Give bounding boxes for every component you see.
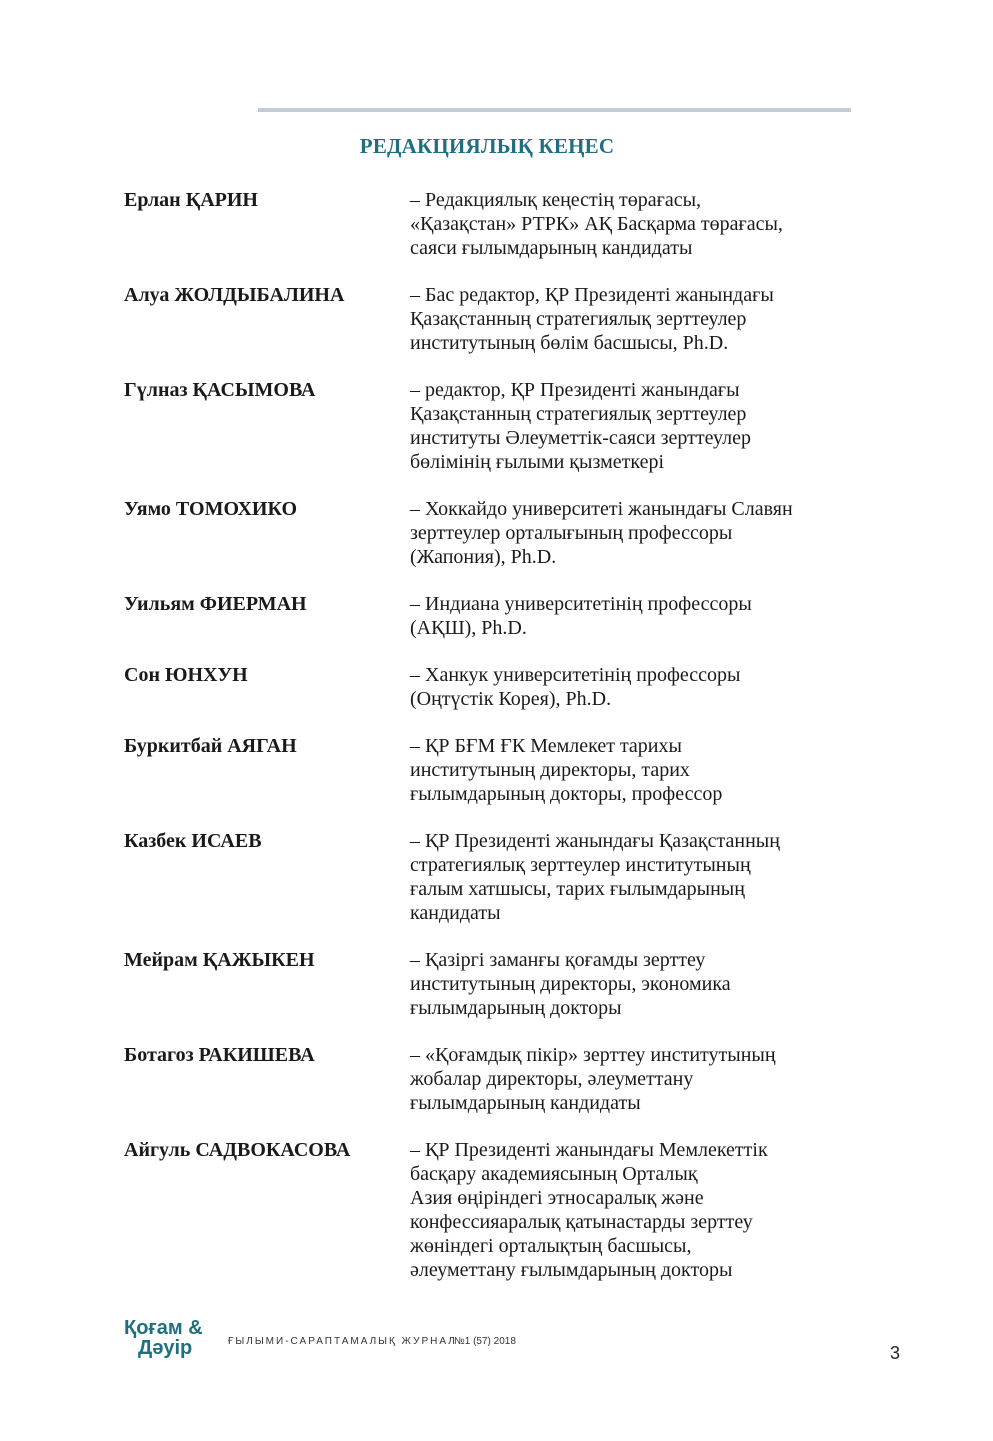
member-role: – Редакциялық кеңестің төрағасы, «Қазақстан» РТРК» АҚ Басқарма төрағасы, саяси ғылымдарының кандидаты (410, 189, 783, 259)
member-name: Буркитбай АЯГАН (124, 735, 297, 757)
member-name: Уильям ФИЕРМАН (124, 593, 307, 615)
member-row (124, 1043, 864, 1115)
editorial-board-list (124, 188, 864, 1305)
member-row (124, 948, 864, 1020)
member-row (124, 188, 864, 260)
member-role: – ҚР БҒМ ҒК Мемлекет тарихы институтының директоры, тарих ғылымдарының докторы, профессор (410, 735, 723, 805)
member-row (124, 734, 864, 806)
member-name: Ботагоз РАКИШЕВА (124, 1044, 315, 1066)
footer-issue-number: №1 (57) 2018 (454, 1336, 516, 1347)
member-role: – Бас редактор, ҚР Президенті жанындағы Қазақстанның стратегиялық зерттеулер институтының бөлім басшысы, Ph.D. (410, 284, 774, 354)
member-name: Сон ЮНХУН (124, 664, 248, 686)
member-name: Казбек ИСАЕВ (124, 830, 262, 852)
member-role: – «Қоғамдық пікір» зерттеу институтының жобалар директоры, әлеуметтану ғылымдарының кандидаты (410, 1044, 776, 1114)
page-number: 3 (890, 1343, 901, 1363)
member-role: – Индиана университетінің профессоры (АҚШ), Ph.D. (410, 593, 752, 639)
member-row (124, 497, 864, 569)
member-role: – Хоккайдо университеті жанындағы Славян зерттеулер орталығының профессоры (Жапония), Ph.D. (410, 498, 793, 568)
logo-line-2: Дәуір (138, 1337, 193, 1359)
member-role: – Ханкук университетінің профессоры (Оңтүстік Корея), Ph.D. (410, 664, 741, 710)
footer-journal-name: ҒЫЛЫМИ-САРАПТАМАЛЫҚ ЖУРНАЛ (228, 1336, 457, 1347)
member-row (124, 592, 864, 640)
member-name: Ерлан ҚАРИН (124, 189, 258, 211)
logo-line-1: Қоғам & (124, 1317, 203, 1339)
member-row (124, 1138, 864, 1282)
member-role: – ҚР Президенті жанындағы Мемлекеттік басқару академиясының Орталық Азия өңіріндегі этносаралық және конфессияаралық қатынастарды зерттеу жөніндегі орталықтың басшысы, әлеуметтану ғылымдарының докторы (410, 1139, 768, 1281)
journal-logo (124, 1318, 203, 1358)
member-name: Алуа ЖОЛДЫБАЛИНА (124, 284, 345, 306)
member-name: Гүлназ ҚАСЫМОВА (124, 379, 316, 401)
member-row (124, 378, 864, 474)
member-row (124, 663, 864, 711)
member-role: – редактор, ҚР Президенті жанындағы Қазақстанның стратегиялық зерттеулер институты Әлеуметтік-саяси зерттеулер бөлімінің ғылыми қызметкері (410, 379, 751, 473)
top-divider (258, 108, 851, 112)
member-name: Айгуль САДВОКАСОВА (124, 1139, 351, 1161)
member-name: Уямо ТОМОХИКО (124, 498, 297, 520)
member-role: – Қазіргі заманғы қоғамды зерттеу институтының директоры, экономика ғылымдарының докторы (410, 949, 731, 1019)
member-row (124, 283, 864, 355)
member-name: Мейрам ҚАЖЫКЕН (124, 949, 315, 971)
member-row (124, 829, 864, 925)
page-title: РЕДАКЦИЯЛЫҚ КЕҢЕС (359, 134, 615, 158)
member-role: – ҚР Президенті жанындағы Қазақстанның стратегиялық зерттеулер институтының ғалым хатшысы, тарих ғылымдарының кандидаты (410, 830, 780, 924)
